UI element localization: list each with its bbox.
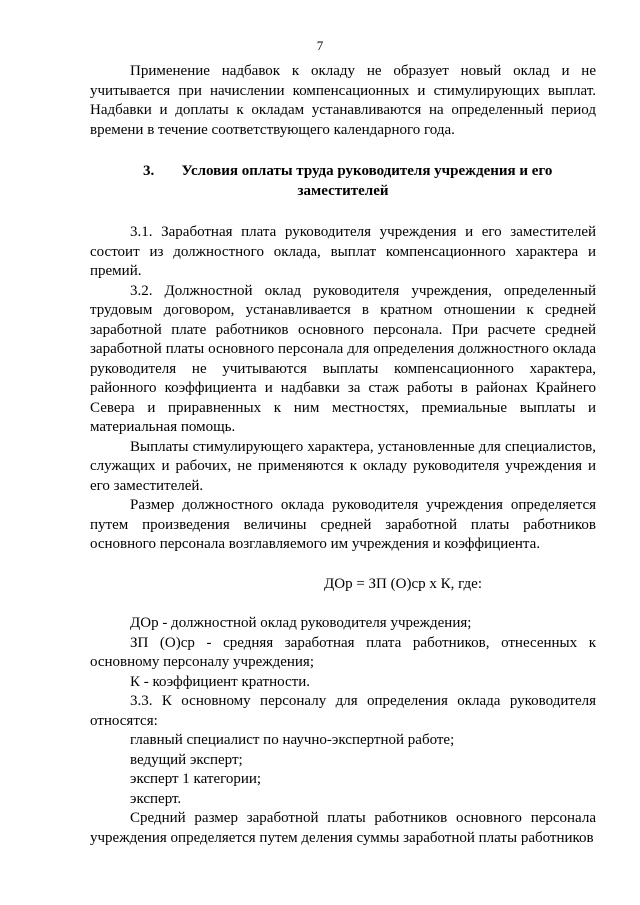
salary-formula: ДОр = ЗП (О)ср х К, где: [324,575,482,592]
closing-paragraph: Средний размер заработной платы работников основного персонала учреждения определяется путем деления суммы заработной платы работников [90,810,596,846]
section-title-line1: Условия оплаты труда руководителя учреждения и его [181,163,553,179]
list-item: эксперт. [130,790,182,807]
section-title-line2: заместителей [297,182,389,199]
definition-item: ДОр - должностной оклад руководителя учреждения; [130,615,472,631]
document-body [90,62,596,848]
section-number: 3. [142,163,155,179]
definition-item: К - коэффициент кратности. [130,673,310,690]
paragraph-salary-size: Размер должностного оклада руководителя учреждения определяется путем произведения величины средней заработной платы работников основного персонала возглавляемого им учреждения и коэффициента. [90,497,596,552]
list-item: ведущий эксперт; [130,751,243,768]
intro-paragraph: Применение надбавок к окладу не образует новый оклад и не учитывается при начислении компенсационных и стимулирующих выплат. Надбавки и доплаты к окладам устанавливаются на определенный период времени в течение соответствующего календарного года. [90,63,596,138]
definition-item: ЗП (О)ср - средняя заработная плата работников, отнесенных к основному персоналу учреждения; [90,634,596,670]
list-item: эксперт 1 категории; [130,771,262,787]
paragraph-3-2: 3.2. Должностной оклад руководителя учреждения, определенный трудовым договором, устанавливается в кратном отношении к средней заработной плате работников основного персонала. При расчете средней заработной платы основного персонала для определения должностного оклада руководителя не учитываются выплаты компенсационного характера, районного коэффициента и надбавки за стаж работы в районах Крайнего Севера и приравненных к ним местностях, премиальные выплаты и материальная помощь. [90,282,596,435]
page-number: 7 [316,38,324,53]
list-item: главный специалист по научно-экспертной работе; [130,732,455,748]
paragraph-3-1: 3.1. Заработная плата руководителя учреждения и его заместителей состоит из должностного оклада, выплат компенсационного характера и премий. [90,224,596,279]
paragraph-3-3: 3.3. К основному персоналу для определения оклада руководителя относятся: [90,693,596,729]
paragraph-stimulus: Выплаты стимулирующего характера, установленные для специалистов, служащих и рабочих, не применяются к окладу руководителя учреждения и его заместителей. [90,438,596,494]
section-heading [90,162,596,201]
spacer [90,201,596,223]
